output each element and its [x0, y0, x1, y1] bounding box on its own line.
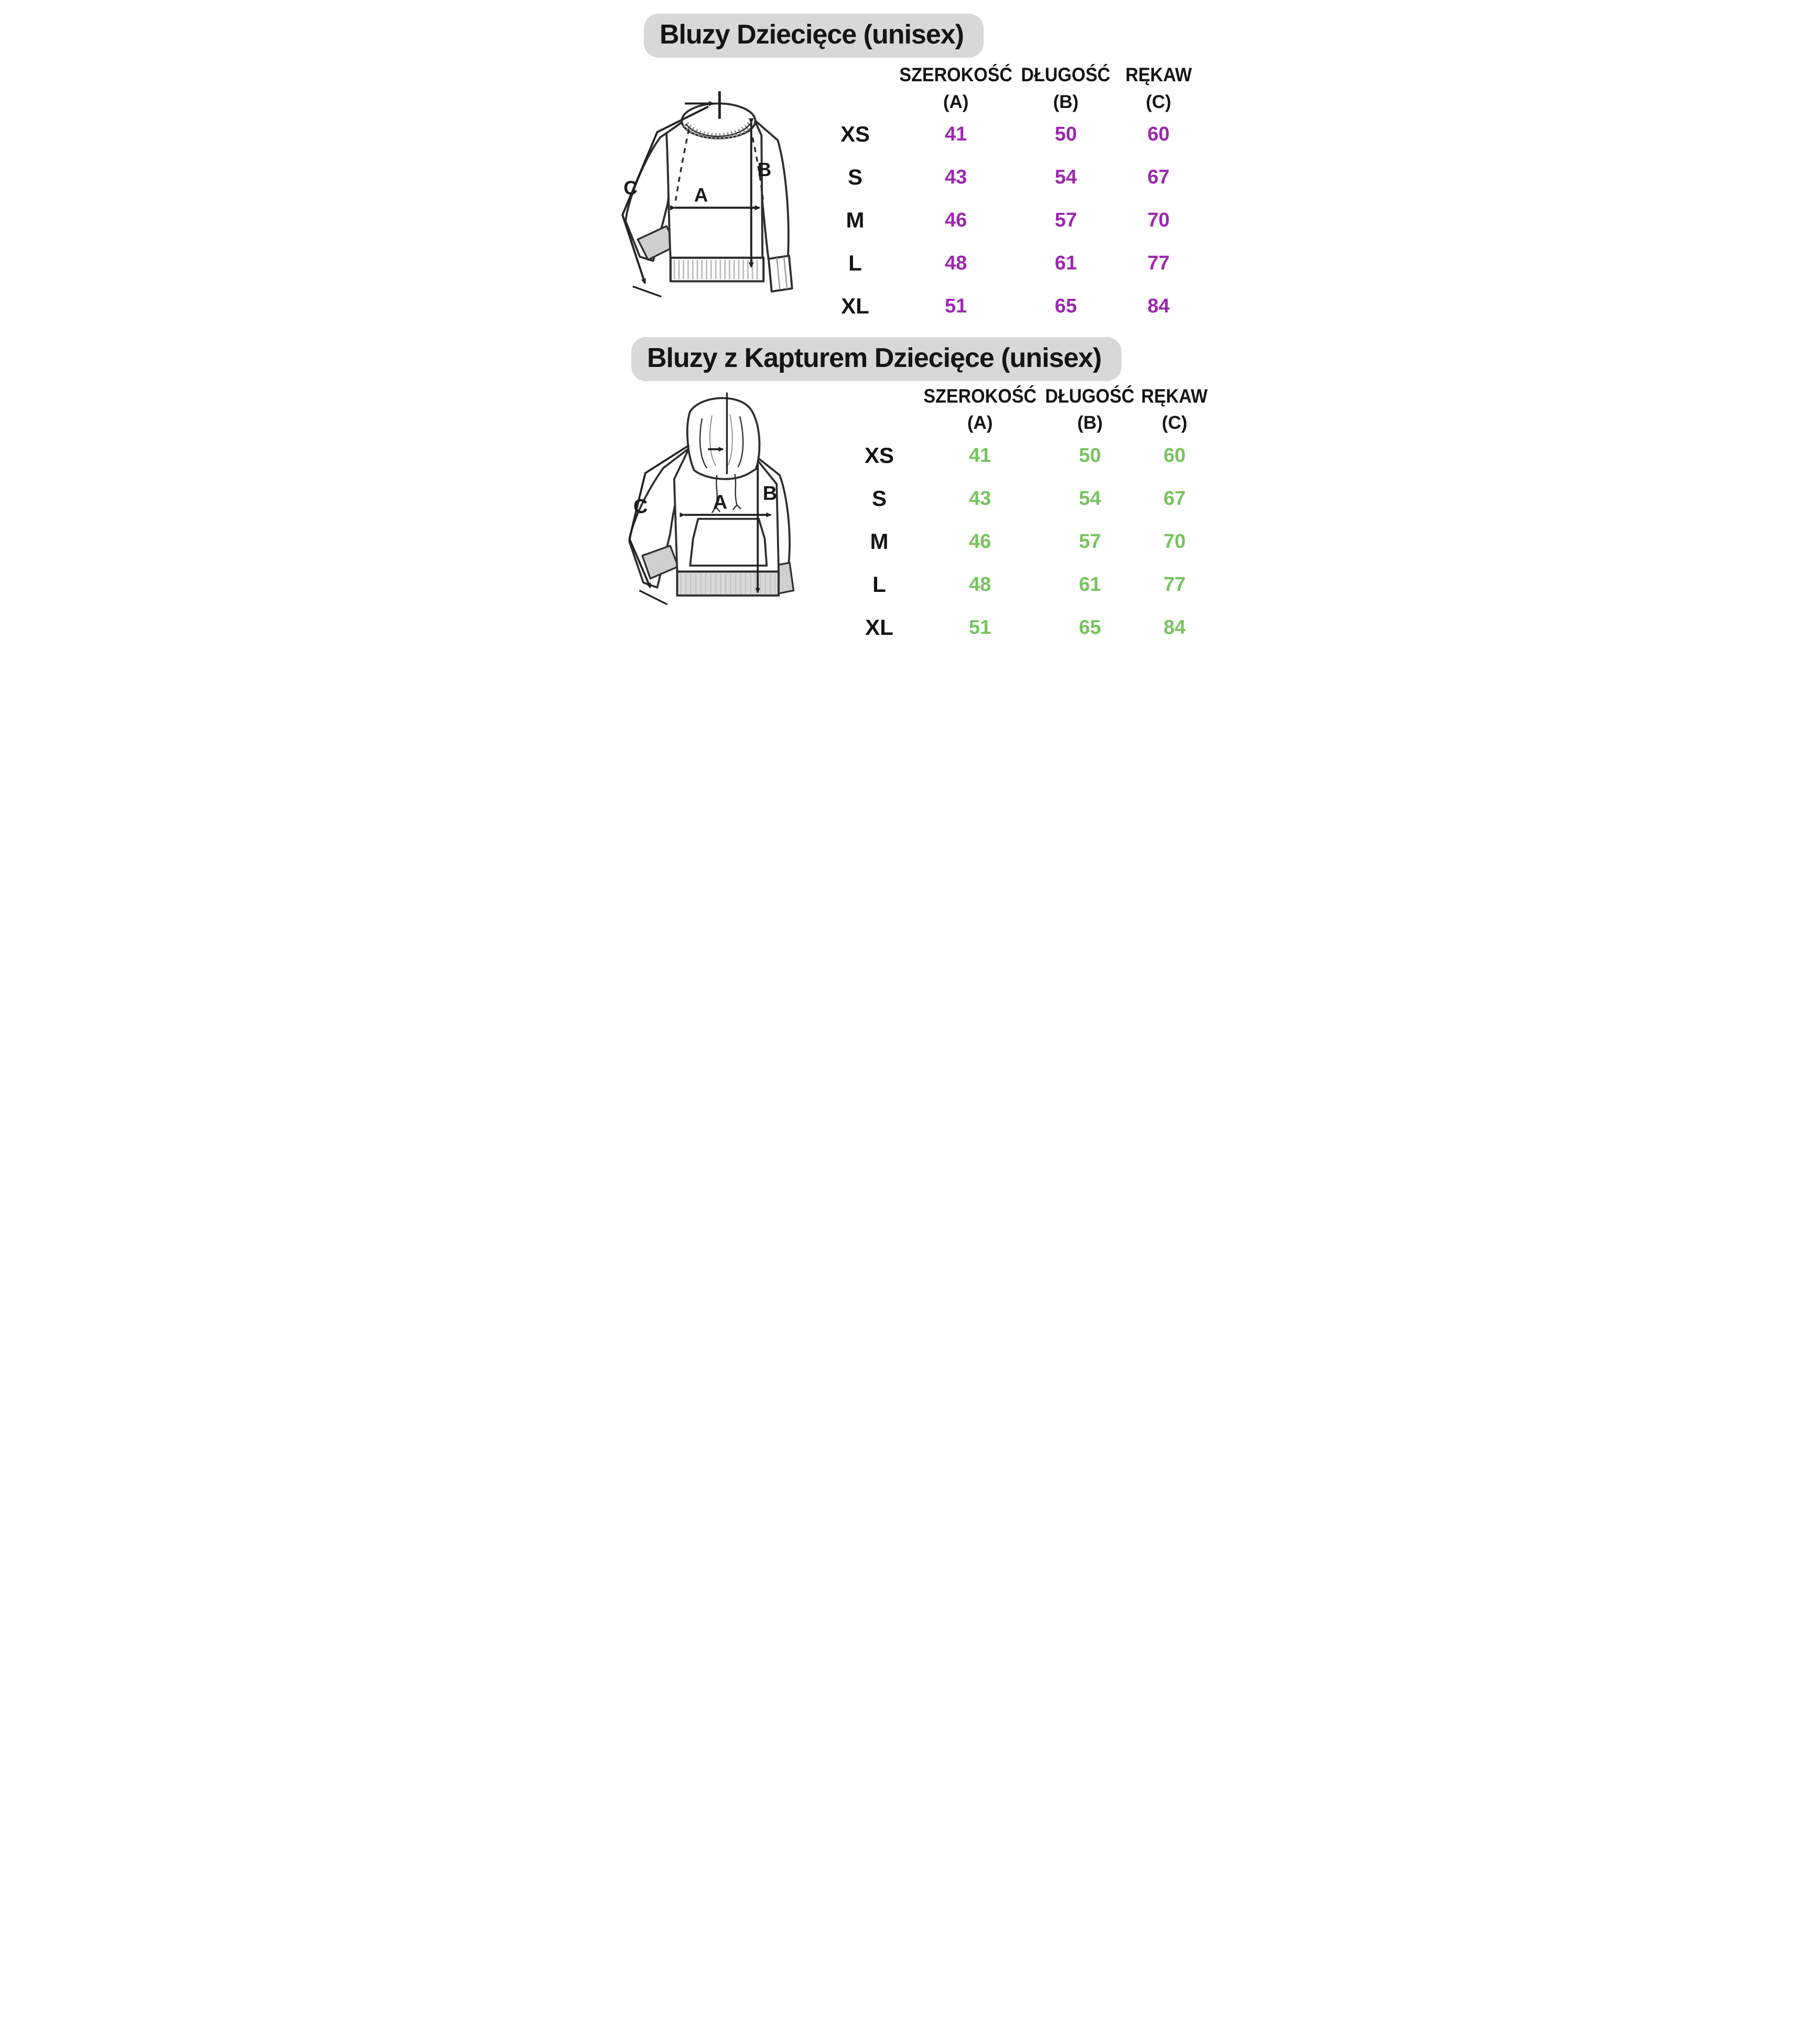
sweatshirt-size-table — [816, 62, 1203, 328]
diagram-label-width: A — [713, 491, 728, 514]
diagram-label-width: A — [694, 183, 708, 206]
sleeve-value: 60 — [1163, 444, 1186, 467]
width-value: 43 — [969, 487, 991, 510]
diagram-label-sleeve: C — [633, 495, 648, 518]
right-cuff — [769, 256, 792, 291]
length-value: 65 — [1078, 616, 1101, 639]
length-value: 57 — [1054, 209, 1077, 231]
size-label: L — [872, 571, 886, 597]
column-header-length: DŁUGOŚĆ (B) — [1021, 64, 1110, 112]
size-label: S — [871, 485, 887, 511]
column-header-sleeve: RĘKAW (C) — [1125, 64, 1192, 112]
length-value: 50 — [1054, 123, 1077, 145]
column-header-width: SZEROKOŚĆ (A) — [899, 64, 1012, 112]
size-guide-page — [604, 0, 1208, 682]
ribbed-hem — [671, 258, 763, 282]
width-value: 41 — [969, 444, 991, 467]
sleeve-value: 70 — [1163, 530, 1186, 553]
diagram-label-sleeve: C — [623, 176, 638, 199]
length-value: 54 — [1078, 487, 1101, 510]
sleeve-value: 84 — [1147, 295, 1170, 317]
hooded-sweatshirt-drawing — [614, 390, 828, 623]
sleeve-value: 67 — [1147, 166, 1170, 188]
hoodie-diagram — [604, 381, 840, 626]
hood — [687, 398, 760, 479]
column-header-sleeve: RĘKAW (C) — [1141, 385, 1208, 434]
size-label: M — [870, 528, 889, 554]
length-value: 61 — [1078, 573, 1101, 596]
length-value: 54 — [1054, 166, 1077, 188]
section-hoodies — [604, 328, 1208, 649]
size-label: XS — [864, 442, 894, 468]
width-value: 41 — [945, 123, 967, 145]
size-label: M — [846, 207, 865, 232]
size-label: S — [847, 164, 862, 189]
length-value: 61 — [1054, 252, 1077, 274]
section-title-pill — [644, 14, 984, 58]
size-label: XS — [840, 121, 870, 146]
width-value: 48 — [969, 573, 991, 596]
sleeve-value: 70 — [1147, 209, 1170, 231]
width-value: 46 — [945, 209, 967, 231]
hoodie-size-table — [840, 383, 1208, 649]
length-value: 50 — [1078, 444, 1101, 467]
size-label: L — [848, 250, 862, 275]
size-label: XL — [865, 614, 893, 640]
column-header-length: DŁUGOŚĆ (B) — [1045, 385, 1135, 434]
diagram-label-length: B — [762, 482, 778, 505]
sleeve-value: 84 — [1163, 616, 1186, 639]
section-title: Bluzy z Kapturem Dziecięce (unisex) — [647, 342, 1102, 373]
sleeve-value: 77 — [1163, 573, 1186, 596]
length-value: 57 — [1078, 530, 1101, 553]
length-value: 65 — [1054, 295, 1077, 317]
width-value: 51 — [945, 295, 967, 317]
diagram-label-length: B — [757, 158, 772, 180]
width-value: 48 — [945, 252, 967, 274]
sleeve-value: 77 — [1147, 252, 1170, 274]
crewneck-diagram — [604, 58, 816, 301]
section-title-pill — [631, 337, 1121, 381]
section-title: Bluzy Dziecięce (unisex) — [660, 19, 964, 50]
width-value: 46 — [969, 530, 991, 553]
sleeve-value: 60 — [1147, 123, 1170, 145]
kangaroo-pocket — [690, 519, 767, 566]
width-value: 51 — [969, 616, 991, 639]
sleeve-value: 67 — [1163, 487, 1186, 510]
size-label: XL — [841, 293, 869, 318]
ribbed-hem — [677, 571, 779, 596]
section-sweatshirts — [604, 0, 1208, 328]
crewneck-sweatshirt-drawing — [608, 87, 807, 299]
column-header-width: SZEROKOŚĆ (A) — [923, 385, 1037, 434]
width-value: 43 — [945, 166, 967, 188]
